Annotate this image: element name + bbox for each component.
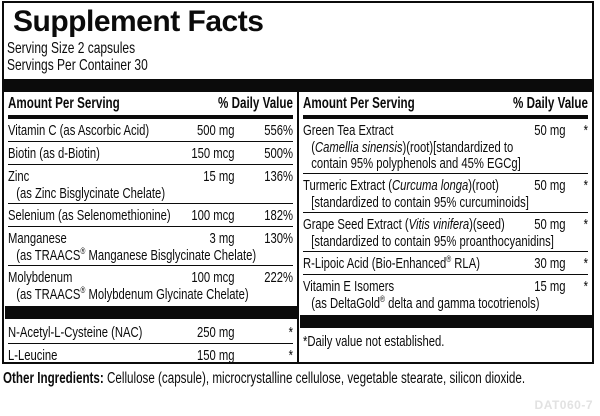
daily-value-footnote: *Daily value not established. [303,333,445,350]
nutrient-detail: (as Zinc Bisglycinate Chelate) [16,184,166,202]
nutrient-detail: (as TRAACS® Manganese Bisglycinate Chelate) [16,245,257,264]
section-divider-bar [5,306,297,319]
product-code: DAT060-7 [534,398,593,412]
nutrient-detail: (as DeltaGold® delta and gamma tocotrienols) [311,293,540,312]
nutrient-detail: [standardized to contain 95% curcuminoids] [311,193,529,211]
nutrient-daily-value: 500% [264,144,293,162]
nutrient-amount: 15 mg [534,277,566,295]
nutrient-amount: 50 mg [534,215,566,233]
nutrient-daily-value: * [583,277,588,295]
nutrient-name: Molybdenum [8,268,73,286]
nutrient-name: R-Lipoic Acid (Bio-Enhanced® RLA) [303,253,480,272]
nutrient-row [303,174,588,213]
nutrient-amount: 100 mcg [191,268,235,286]
nutrient-amount: 250 mg [196,323,235,341]
nutrient-daily-value: * [288,346,293,362]
nutrient-daily-value: * [583,215,588,233]
nutrient-daily-value: * [583,176,588,194]
nutrient-name: Biotin (as d-Biotin) [8,144,100,162]
header-divider-bar [4,79,592,92]
nutrient-row [8,142,293,165]
nutrient-name: Grape Seed Extract (Vitis vinifera)(seed) [303,215,505,233]
nutrient-row [303,119,588,174]
nutrient-amount: 150 mcg [191,144,235,162]
nutrient-name: Turmeric Extract (Curcuma longa)(root) [303,176,499,194]
nutrient-row [303,275,588,313]
servings-per-container: Servings Per Container 30 [7,57,148,74]
section-divider-bar [300,315,592,328]
nutrient-daily-value: 556% [264,121,293,139]
nutrient-daily-value: * [583,254,588,272]
nutrient-name: Green Tea Extract [303,121,394,139]
nutrient-name: Zinc [8,167,30,185]
nutrient-row [303,213,588,252]
nutrient-row [8,165,293,204]
daily-value-header: % Daily Value [513,95,588,112]
other-ingredients-text: Cellulose (capsule), microcrystalline cellulose, vegetable stearate, silicon dioxide. [103,370,526,387]
facts-columns [4,92,592,362]
nutrient-detail: (as TRAACS® Molybdenum Glycinate Chelate) [16,284,249,303]
nutrient-row [303,252,588,275]
right-rows [303,119,588,352]
nutrient-row [8,344,293,362]
left-column-header [8,92,293,119]
nutrient-row [8,321,293,344]
nutrient-name: Selenium (as Selenomethionine) [8,206,171,224]
serving-size: Serving Size 2 capsules [7,40,136,57]
nutrient-row [8,266,293,304]
nutrient-daily-value: 130% [264,229,293,247]
nutrient-amount: 50 mg [534,176,566,194]
nutrient-detail: (Camellia sinensis)(root)[standardized to [311,138,514,156]
nutrient-name: Vitamin C (as Ascorbic Acid) [8,121,150,139]
daily-value-header: % Daily Value [218,95,293,112]
nutrient-amount: 30 mg [534,254,566,272]
nutrient-name: Vitamin E Isomers [303,277,395,295]
facts-title: Supplement Facts [13,5,264,38]
nutrient-amount: 500 mg [196,121,235,139]
nutrient-detail: [standardized to contain 95% proanthocyanidins] [311,232,554,250]
left-column [4,92,297,362]
nutrient-amount: 15 mg [203,167,235,185]
nutrient-amount: 50 mg [534,121,566,139]
nutrient-name: L-Leucine [8,346,58,362]
right-column-header [303,92,588,119]
nutrient-row [8,119,293,142]
amount-per-serving-header: Amount Per Serving [303,95,415,112]
nutrient-daily-value: * [583,121,588,139]
other-ingredients-label: Other Ingredients: [3,370,104,387]
right-column [299,92,592,362]
left-rows [8,119,293,362]
nutrient-row [8,227,293,266]
serving-info [4,37,595,74]
nutrient-daily-value: * [288,323,293,341]
nutrient-name: Manganese [8,229,67,247]
nutrient-daily-value: 222% [264,268,293,286]
nutrient-daily-value: 182% [264,206,293,224]
nutrient-detail: contain 95% polyphenols and 45% EGCg] [311,154,521,172]
nutrient-daily-value: 136% [264,167,293,185]
nutrient-amount: 3 mg [209,229,235,247]
nutrient-name: N-Acetyl-L-Cysteine (NAC) [8,323,143,341]
amount-per-serving-header: Amount Per Serving [8,95,120,112]
nutrient-amount: 100 mcg [191,206,235,224]
nutrient-row [8,204,293,227]
supplement-facts-label [2,1,594,364]
nutrient-amount: 150 mg [196,346,235,362]
other-ingredients [3,370,600,388]
